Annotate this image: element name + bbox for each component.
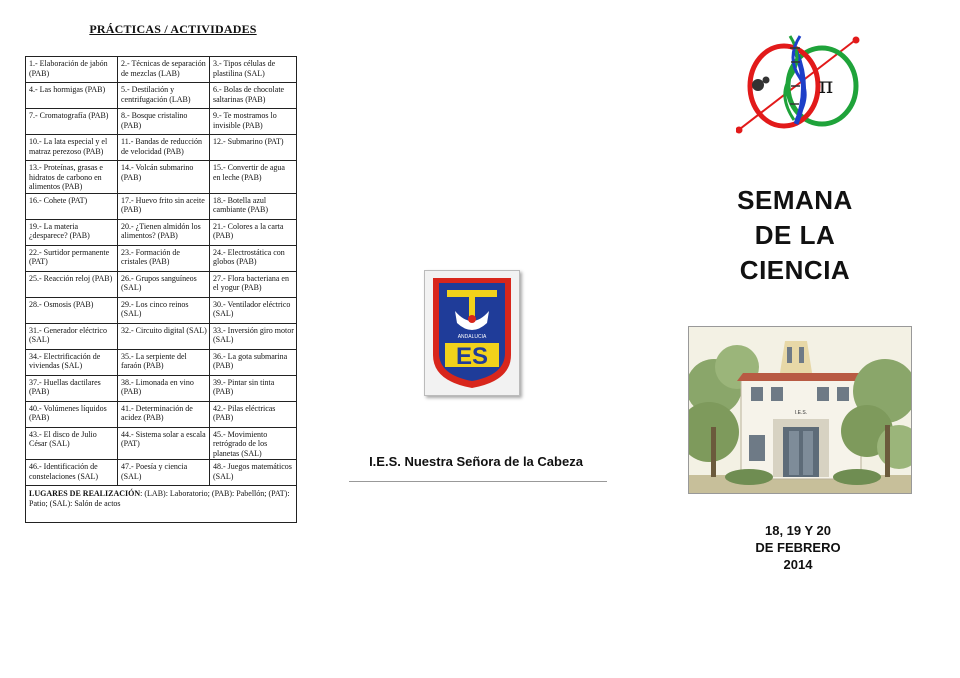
activity-cell: 16.- Cohete (PAT): [26, 193, 118, 219]
activity-row: [26, 135, 297, 161]
activity-row: [26, 271, 297, 297]
activity-cell: 31.- Generador eléctrico (SAL): [26, 323, 118, 349]
activity-cell: 19.- La materia ¿desparece? (PAB): [26, 219, 118, 245]
activity-row: [26, 83, 297, 109]
activity-cell: 24.- Electrostática con globos (PAB): [210, 245, 297, 271]
activity-cell: 11.- Bandas de reducción de velocidad (PAB): [118, 135, 210, 161]
building-sign: I.E.S.: [794, 410, 808, 416]
school-building-illustration: [688, 326, 912, 494]
science-week-logo-icon: [736, 28, 862, 138]
activity-cell: 3.- Tipos células de plastilina (SAL): [210, 57, 297, 83]
activity-row: [26, 245, 297, 271]
activity-cell: 9.- Te mostramos lo invisible (PAB): [210, 109, 297, 135]
activity-cell: 2.- Técnicas de separación de mezclas (LAB): [118, 57, 210, 83]
activity-cell: 36.- La gota submarina (PAB): [210, 349, 297, 375]
activity-cell: 18.- Botella azul cambiante (PAB): [210, 193, 297, 219]
activity-cell: 40.- Volúmenes líquidos (PAB): [26, 401, 118, 427]
activity-cell: 8.- Bosque cristalino (PAB): [118, 109, 210, 135]
activity-cell: 4.- Las hormigas (PAB): [26, 83, 118, 109]
activity-row: [26, 219, 297, 245]
event-dates-line-2: DE FEBRERO: [755, 540, 841, 555]
activity-cell: 20.- ¿Tienen almidón los alimentos? (PAB): [118, 219, 210, 245]
event-dates-line-3: 2014: [783, 557, 813, 572]
crest-letters: ES: [455, 343, 489, 370]
activities-table: [25, 56, 297, 523]
divider: [349, 481, 607, 482]
event-dates-line-1: 18, 19 Y 20: [764, 523, 832, 538]
activity-row: [26, 109, 297, 135]
activity-cell: 46.- Identificación de constelaciones (SAL): [26, 460, 118, 486]
activities-title: PRÁCTICAS / ACTIVIDADES: [89, 22, 257, 36]
activity-cell: 33.- Inversión giro motor (SAL): [210, 323, 297, 349]
activities-panel: [22, 22, 300, 523]
activity-cell: 35.- La serpiente del faraón (PAB): [118, 349, 210, 375]
activity-cell: 47.- Poesía y ciencia (SAL): [118, 460, 210, 486]
activity-cell: 5.- Destilación y centrifugación (LAB): [118, 83, 210, 109]
locations-legend: [26, 486, 297, 523]
activity-cell: 27.- Flora bacteriana en el yogur (PAB): [210, 271, 297, 297]
activity-cell: 32.- Circuito digital (SAL): [118, 323, 210, 349]
activity-cell: 17.- Huevo frito sin aceite (PAB): [118, 193, 210, 219]
activity-cell: 23.- Formación de cristales (PAB): [118, 245, 210, 271]
activity-cell: 29.- Los cinco reinos (SAL): [118, 297, 210, 323]
school-name: I.E.S. Nuestra Señora de la Cabeza: [369, 454, 583, 469]
activity-cell: 44.- Sistema solar a escala (PAT): [118, 427, 210, 460]
pi-symbol: π: [818, 74, 834, 99]
activity-cell: 6.- Bolas de chocolate saltarinas (PAB): [210, 83, 297, 109]
activity-row: [26, 57, 297, 83]
activity-cell: 12.- Submarino (PAT): [210, 135, 297, 161]
activity-row: [26, 323, 297, 349]
activity-row: [26, 193, 297, 219]
activity-cell: 42.- Pilas eléctricas (PAB): [210, 401, 297, 427]
activity-cell: 26.- Grupos sanguíneos (SAL): [118, 271, 210, 297]
activity-cell: 28.- Osmosis (PAB): [26, 297, 118, 323]
activity-cell: 13.- Proteínas, grasas e hidratos de carbono en alimentos (PAB): [26, 161, 118, 194]
activity-cell: 21.- Colores a la carta (PAB): [210, 219, 297, 245]
school-building-icon: [689, 327, 911, 493]
event-title-line-3: CIENCIA: [739, 255, 851, 285]
event-title-line-2: DE LA: [754, 220, 836, 250]
activity-row: [26, 427, 297, 460]
crest-text: ANDALUCIA: [457, 334, 487, 340]
activity-row: [26, 401, 297, 427]
activity-cell: 45.- Movimiento retrógrado de los planetas (SAL): [210, 427, 297, 460]
event-title: [700, 183, 890, 288]
activity-cell: 14.- Volcán submarino (PAB): [118, 161, 210, 194]
event-dates: [718, 522, 878, 573]
activity-cell: 7.- Cromatografía (PAB): [26, 109, 118, 135]
science-week-logo: [736, 28, 862, 138]
school-crest: [424, 270, 520, 396]
activity-cell: 15.- Convertir de agua en leche (PAB): [210, 161, 297, 194]
activity-cell: 34.- Electrificación de viviendas (SAL): [26, 349, 118, 375]
activity-cell: 48.- Juegos matemáticos (SAL): [210, 460, 297, 486]
school-crest-icon: [425, 271, 519, 395]
legend-text: : (LAB): Laboratorio; (PAB): Pabellón; (PAT): Patio; (SAL): Salón de actos: [29, 489, 290, 508]
legend-label: LUGARES DE REALIZACIÓN: [29, 489, 141, 498]
activity-row: [26, 297, 297, 323]
activity-cell: 38.- Limonada en vino (PAB): [118, 375, 210, 401]
activity-row: [26, 375, 297, 401]
activity-cell: 43.- El disco de Julio César (SAL): [26, 427, 118, 460]
activity-cell: 37.- Huellas dactilares (PAB): [26, 375, 118, 401]
activity-cell: 10.- La lata especial y el matraz perezoso (PAB): [26, 135, 118, 161]
activity-row: [26, 460, 297, 486]
event-title-line-1: SEMANA: [737, 185, 853, 215]
activity-cell: 30.- Ventilador eléctrico (SAL): [210, 297, 297, 323]
activity-row: [26, 161, 297, 194]
activity-cell: 39.- Pintar sin tinta (PAB): [210, 375, 297, 401]
activity-cell: 22.- Surtidor permanente (PAT): [26, 245, 118, 271]
activity-cell: 25.- Reacción reloj (PAB): [26, 271, 118, 297]
activity-row: [26, 349, 297, 375]
activity-cell: 1.- Elaboración de jabón (PAB): [26, 57, 118, 83]
activity-cell: 41.- Determinación de acidez (PAB): [118, 401, 210, 427]
